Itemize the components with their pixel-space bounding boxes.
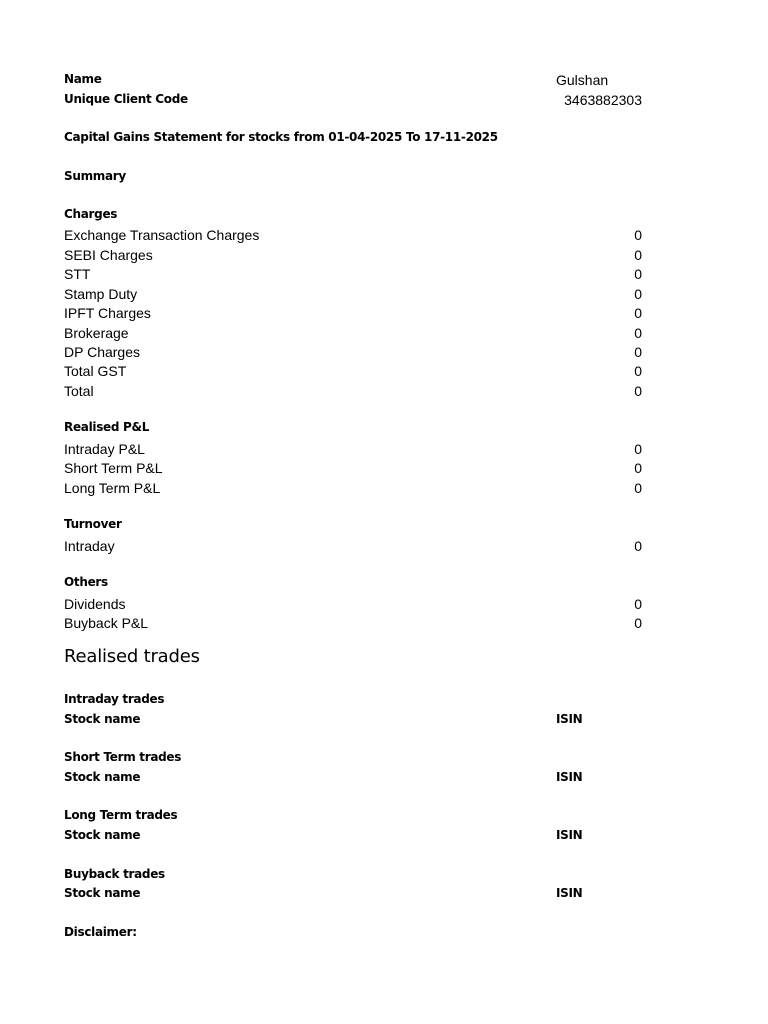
charges-row-label: DP Charges — [64, 344, 141, 360]
summary-heading: Summary — [64, 169, 126, 183]
charges-row-value: 0 — [634, 285, 642, 302]
name-value: Gulshan — [556, 72, 609, 88]
charges-row-label: Brokerage — [64, 324, 129, 341]
charges-row-label: IPFT Charges — [64, 305, 151, 321]
charges-row-value: 0 — [634, 305, 642, 321]
charges-row-value: 0 — [634, 246, 642, 263]
isin-header: ISIN — [556, 828, 583, 842]
others-row-label: Buyback P&L — [64, 615, 149, 631]
pl-row-label: Short Term P&L — [64, 460, 163, 476]
charges-row-value: 0 — [634, 266, 642, 282]
trades-section-title: Buyback trades — [64, 867, 165, 881]
charges-row-label: SEBI Charges — [64, 246, 153, 263]
stock-name-header: Stock name — [64, 770, 141, 784]
others-row-value: 0 — [634, 595, 642, 612]
disclaimer-label: Disclaimer: — [64, 925, 137, 939]
trades-section-title: Short Term trades — [64, 750, 182, 764]
pl-row-label: Intraday P&L — [64, 440, 145, 457]
stock-name-header: Stock name — [64, 828, 141, 842]
turnover-heading: Turnover — [64, 517, 122, 531]
charges-row-value: 0 — [634, 363, 642, 379]
stock-name-header: Stock name — [64, 886, 141, 900]
pl-row-value: 0 — [634, 479, 642, 496]
stock-name-header: Stock name — [64, 712, 141, 726]
charges-heading: Charges — [64, 207, 118, 221]
others-row-label: Dividends — [64, 595, 126, 612]
others-row-value: 0 — [634, 615, 642, 631]
realised-pl-heading: Realised P&L — [64, 420, 150, 434]
charges-row-label: STT — [64, 266, 91, 282]
turnover-row-label: Intraday — [64, 538, 115, 554]
client-code-label: Unique Client Code — [64, 92, 188, 106]
charges-row-label: Stamp Duty — [64, 285, 138, 302]
turnover-row-value: 0 — [634, 538, 642, 554]
charges-row-label: Total GST — [64, 363, 127, 379]
isin-header: ISIN — [556, 712, 583, 726]
charges-total-label: Total — [64, 382, 94, 399]
charges-row-value: 0 — [634, 227, 642, 243]
charges-row-value: 0 — [634, 324, 642, 341]
charges-total-value: 0 — [634, 382, 642, 399]
client-code-value: 3463882303 — [564, 92, 642, 108]
isin-header: ISIN — [556, 886, 583, 900]
statement-title: Capital Gains Statement for stocks from 01-04-2025 To 17-11-2025 — [64, 130, 498, 144]
charges-row-value: 0 — [634, 344, 642, 360]
realised-trades-heading: Realised trades — [64, 646, 200, 667]
pl-row-value: 0 — [634, 460, 642, 476]
others-heading: Others — [64, 575, 108, 589]
pl-row-label: Long Term P&L — [64, 479, 161, 496]
trades-section-title: Long Term trades — [64, 808, 178, 822]
charges-row-label: Exchange Transaction Charges — [64, 227, 260, 243]
isin-header: ISIN — [556, 770, 583, 784]
name-label: Name — [64, 72, 102, 86]
pl-row-value: 0 — [634, 440, 642, 457]
trades-section-title: Intraday trades — [64, 692, 165, 706]
